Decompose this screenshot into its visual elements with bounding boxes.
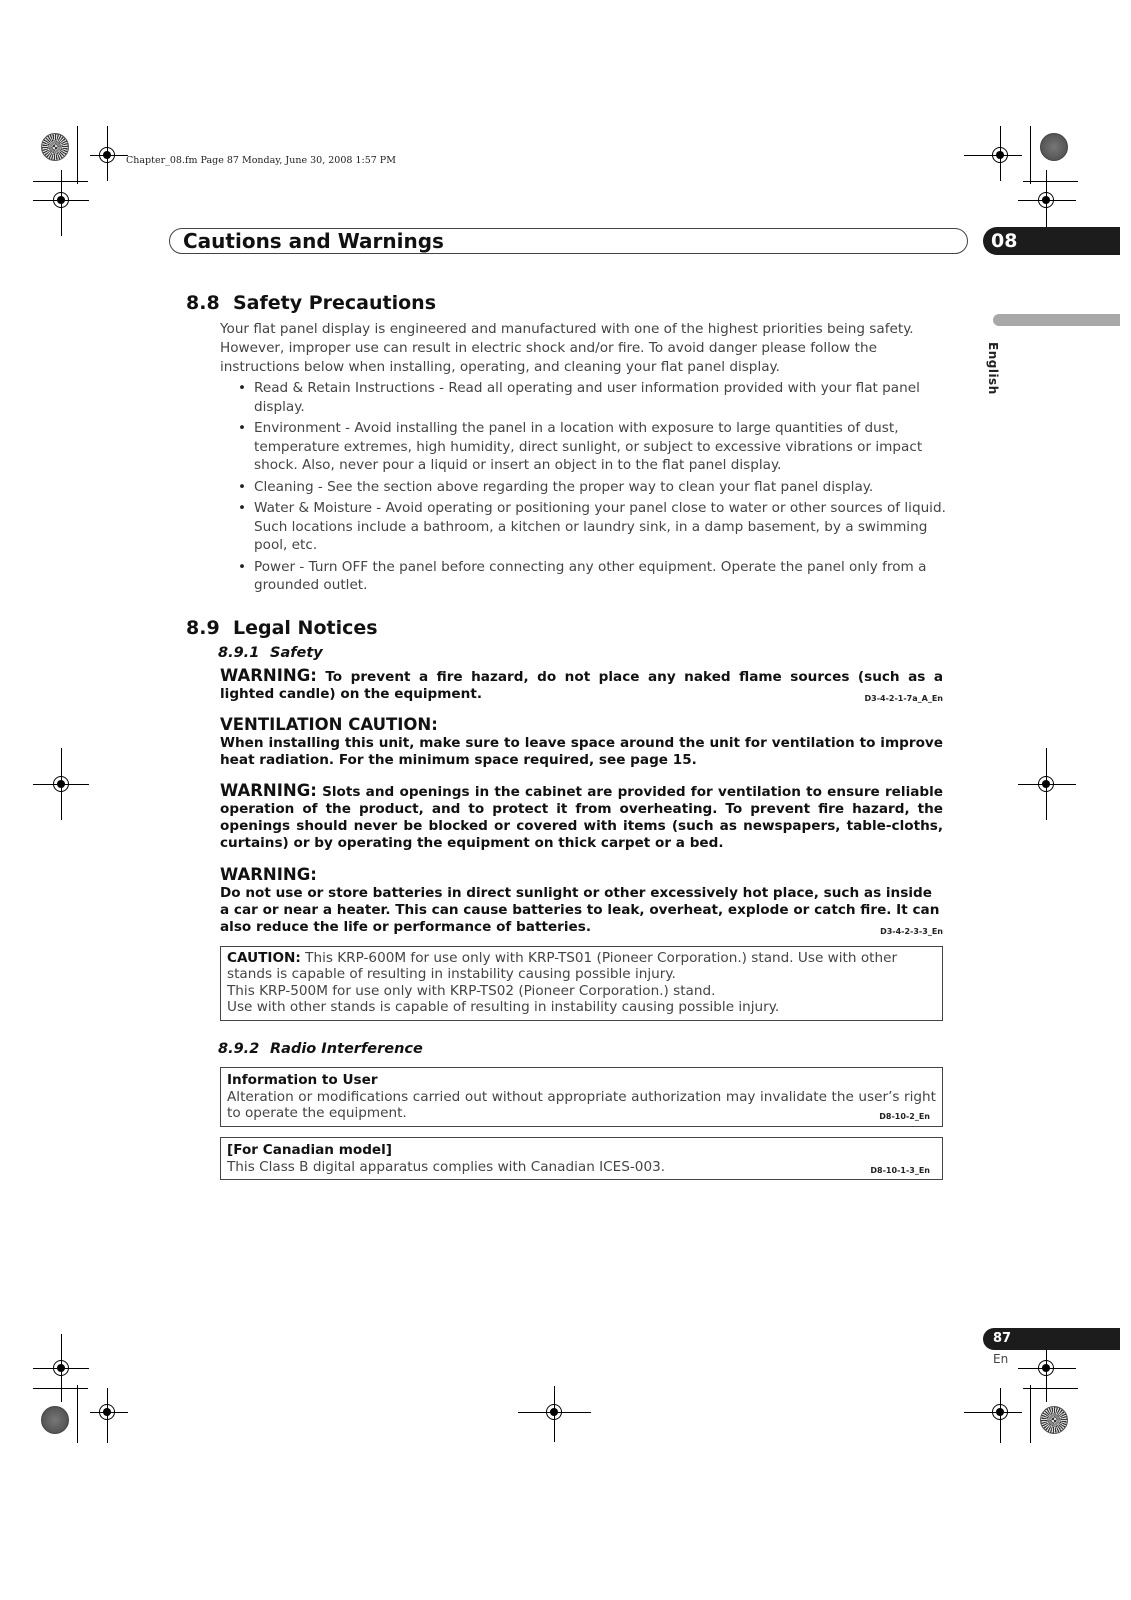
subsection-title: Safety (270, 644, 323, 661)
information-to-user-box (220, 1067, 943, 1127)
subsection-number: 8.9.2 (218, 1040, 260, 1057)
subsection-number: 8.9.1 (218, 644, 260, 661)
subsection-heading-safety (218, 645, 952, 661)
caution-line: This KRP-500M for use only with KRP-TS02 (Pioneer Corporation.) stand. (227, 982, 716, 999)
box-text: This Class B digital apparatus complies with Canadian ICES-003. (227, 1158, 666, 1175)
subsection-title: Radio Interference (270, 1040, 423, 1057)
ventilation-text: When installing this unit, make sure to leave space around the unit for ventilation to improve heat radiation. For the minimum space required, see page 15. (220, 734, 943, 768)
main-content (186, 292, 952, 1180)
document-code: D8-10-1-3_En (870, 1165, 930, 1175)
language-tab-label: English (986, 342, 1000, 395)
list-item: • Read & Retain Instructions - Read all operating and user information provided with your flat panel display. (220, 379, 952, 416)
warning-text: Do not use or store batteries in direct sunlight or other excessively hot place, such as inside a car or near a heater. This can cause batteries to leak, overheat, explode or catch fire. It can also reduce the life or performance of batteries. (220, 884, 940, 935)
safety-bullet-list (220, 379, 952, 595)
registration-mark-icon (53, 1360, 69, 1376)
document-code: D8-10-2_En (879, 1112, 930, 1121)
section-title: Safety Precautions (233, 292, 437, 314)
starburst-registration-icon (1040, 1406, 1068, 1434)
grey-disc-icon (41, 1406, 69, 1434)
warning-text: To prevent a fire hazard, do not place any naked flame sources (such as a lighted candle) on the equipment. (220, 668, 944, 702)
registration-mark-icon (1038, 192, 1054, 208)
document-code: D3-4-2-3-3_En (880, 926, 943, 936)
chapter-title: Cautions and Warnings (183, 229, 444, 253)
caution-box (220, 946, 943, 1021)
file-info: Chapter_08.fm Page 87 Monday, June 30, 2008 1:57 PM (126, 155, 396, 166)
warning-label: WARNING: (220, 665, 317, 685)
registration-mark-icon (53, 776, 69, 792)
caution-label: CAUTION: (227, 949, 301, 966)
intro-paragraph: Your flat panel display is engineered and manufactured with one of the highest priorities being safety. However, improper use can result in electric shock and/or fire. To avoid danger please follow the instructions below when installing, operating, and cleaning your flat panel display. (220, 321, 914, 375)
section-heading-safety-precautions (186, 292, 952, 314)
warning-batteries (220, 865, 943, 936)
subsection-heading-radio-interference (218, 1041, 952, 1057)
registration-mark-icon (992, 147, 1008, 163)
canadian-model-box (220, 1137, 943, 1181)
section-title: Legal Notices (233, 616, 378, 639)
document-code: D3-4-2-1-7a_A_En (864, 693, 943, 703)
warning-flame (220, 667, 943, 703)
list-item: • Cleaning - See the section above regarding the proper way to clean your flat panel display. (220, 478, 952, 497)
starburst-registration-icon (41, 133, 69, 161)
language-tab-bar (993, 314, 1120, 326)
grey-disc-icon (1040, 133, 1068, 161)
page-number: 87 (983, 1328, 1120, 1350)
registration-mark-icon (992, 1404, 1008, 1420)
caution-line: Use with other stands is capable of resulting in instability causing possible injury. (227, 999, 780, 1015)
section-heading-legal-notices (186, 617, 952, 639)
ventilation-label: VENTILATION CAUTION: (220, 714, 438, 734)
box-text: Alteration or modifications carried out without appropriate authorization may invalidate the user’s right to operate the equipment. (227, 1088, 936, 1121)
list-item: • Environment - Avoid installing the panel in a location with exposure to large quantities of dust, temperature extremes, high humidity, direct sunlight, or subject to excessive vibrations or impact shock. Also, never pour a liquid or insert an object in to the flat panel display. (220, 419, 952, 475)
ventilation-caution (220, 715, 943, 769)
registration-mark-icon (99, 147, 115, 163)
box-title: Information to User (227, 1071, 378, 1088)
section-number: 8.8 (186, 292, 220, 314)
warning-text: Slots and openings in the cabinet are provided for ventilation to ensure reliable operation of the product, and to protect it from overheating. To prevent fire hazard, the openings should never be blocked or covered with items (such as newspapers, table-cloths, curtains) or by operating the equipment on thick carpet or a bed. (220, 783, 944, 851)
page-language: En (993, 1352, 1009, 1366)
caution-line: This KRP-600M for use only with KRP-TS01 (Pioneer Corporation.) stand. Use with other stands is capable of resulting in instability causing possible injury. (227, 949, 898, 982)
warning-label: WARNING: (220, 864, 317, 884)
registration-mark-icon (1038, 1360, 1054, 1376)
registration-mark-icon (53, 192, 69, 208)
chapter-number-tab: 08 (983, 227, 1120, 255)
registration-mark-icon (99, 1404, 115, 1420)
box-title: [For Canadian model] (227, 1141, 393, 1158)
warning-label: WARNING: (220, 780, 317, 800)
registration-mark-icon (1038, 776, 1054, 792)
list-item: • Power - Turn OFF the panel before connecting any other equipment. Operate the panel only from a grounded outlet. (220, 558, 952, 595)
section-number: 8.9 (186, 616, 220, 639)
list-item: • Water & Moisture - Avoid operating or positioning your panel close to water or other sources of liquid. Such locations include a bathroom, a kitchen or laundry sink, in a damp basement, by a swimming pool, etc. (220, 499, 952, 555)
warning-slots (220, 782, 943, 852)
registration-mark-icon (546, 1404, 562, 1420)
